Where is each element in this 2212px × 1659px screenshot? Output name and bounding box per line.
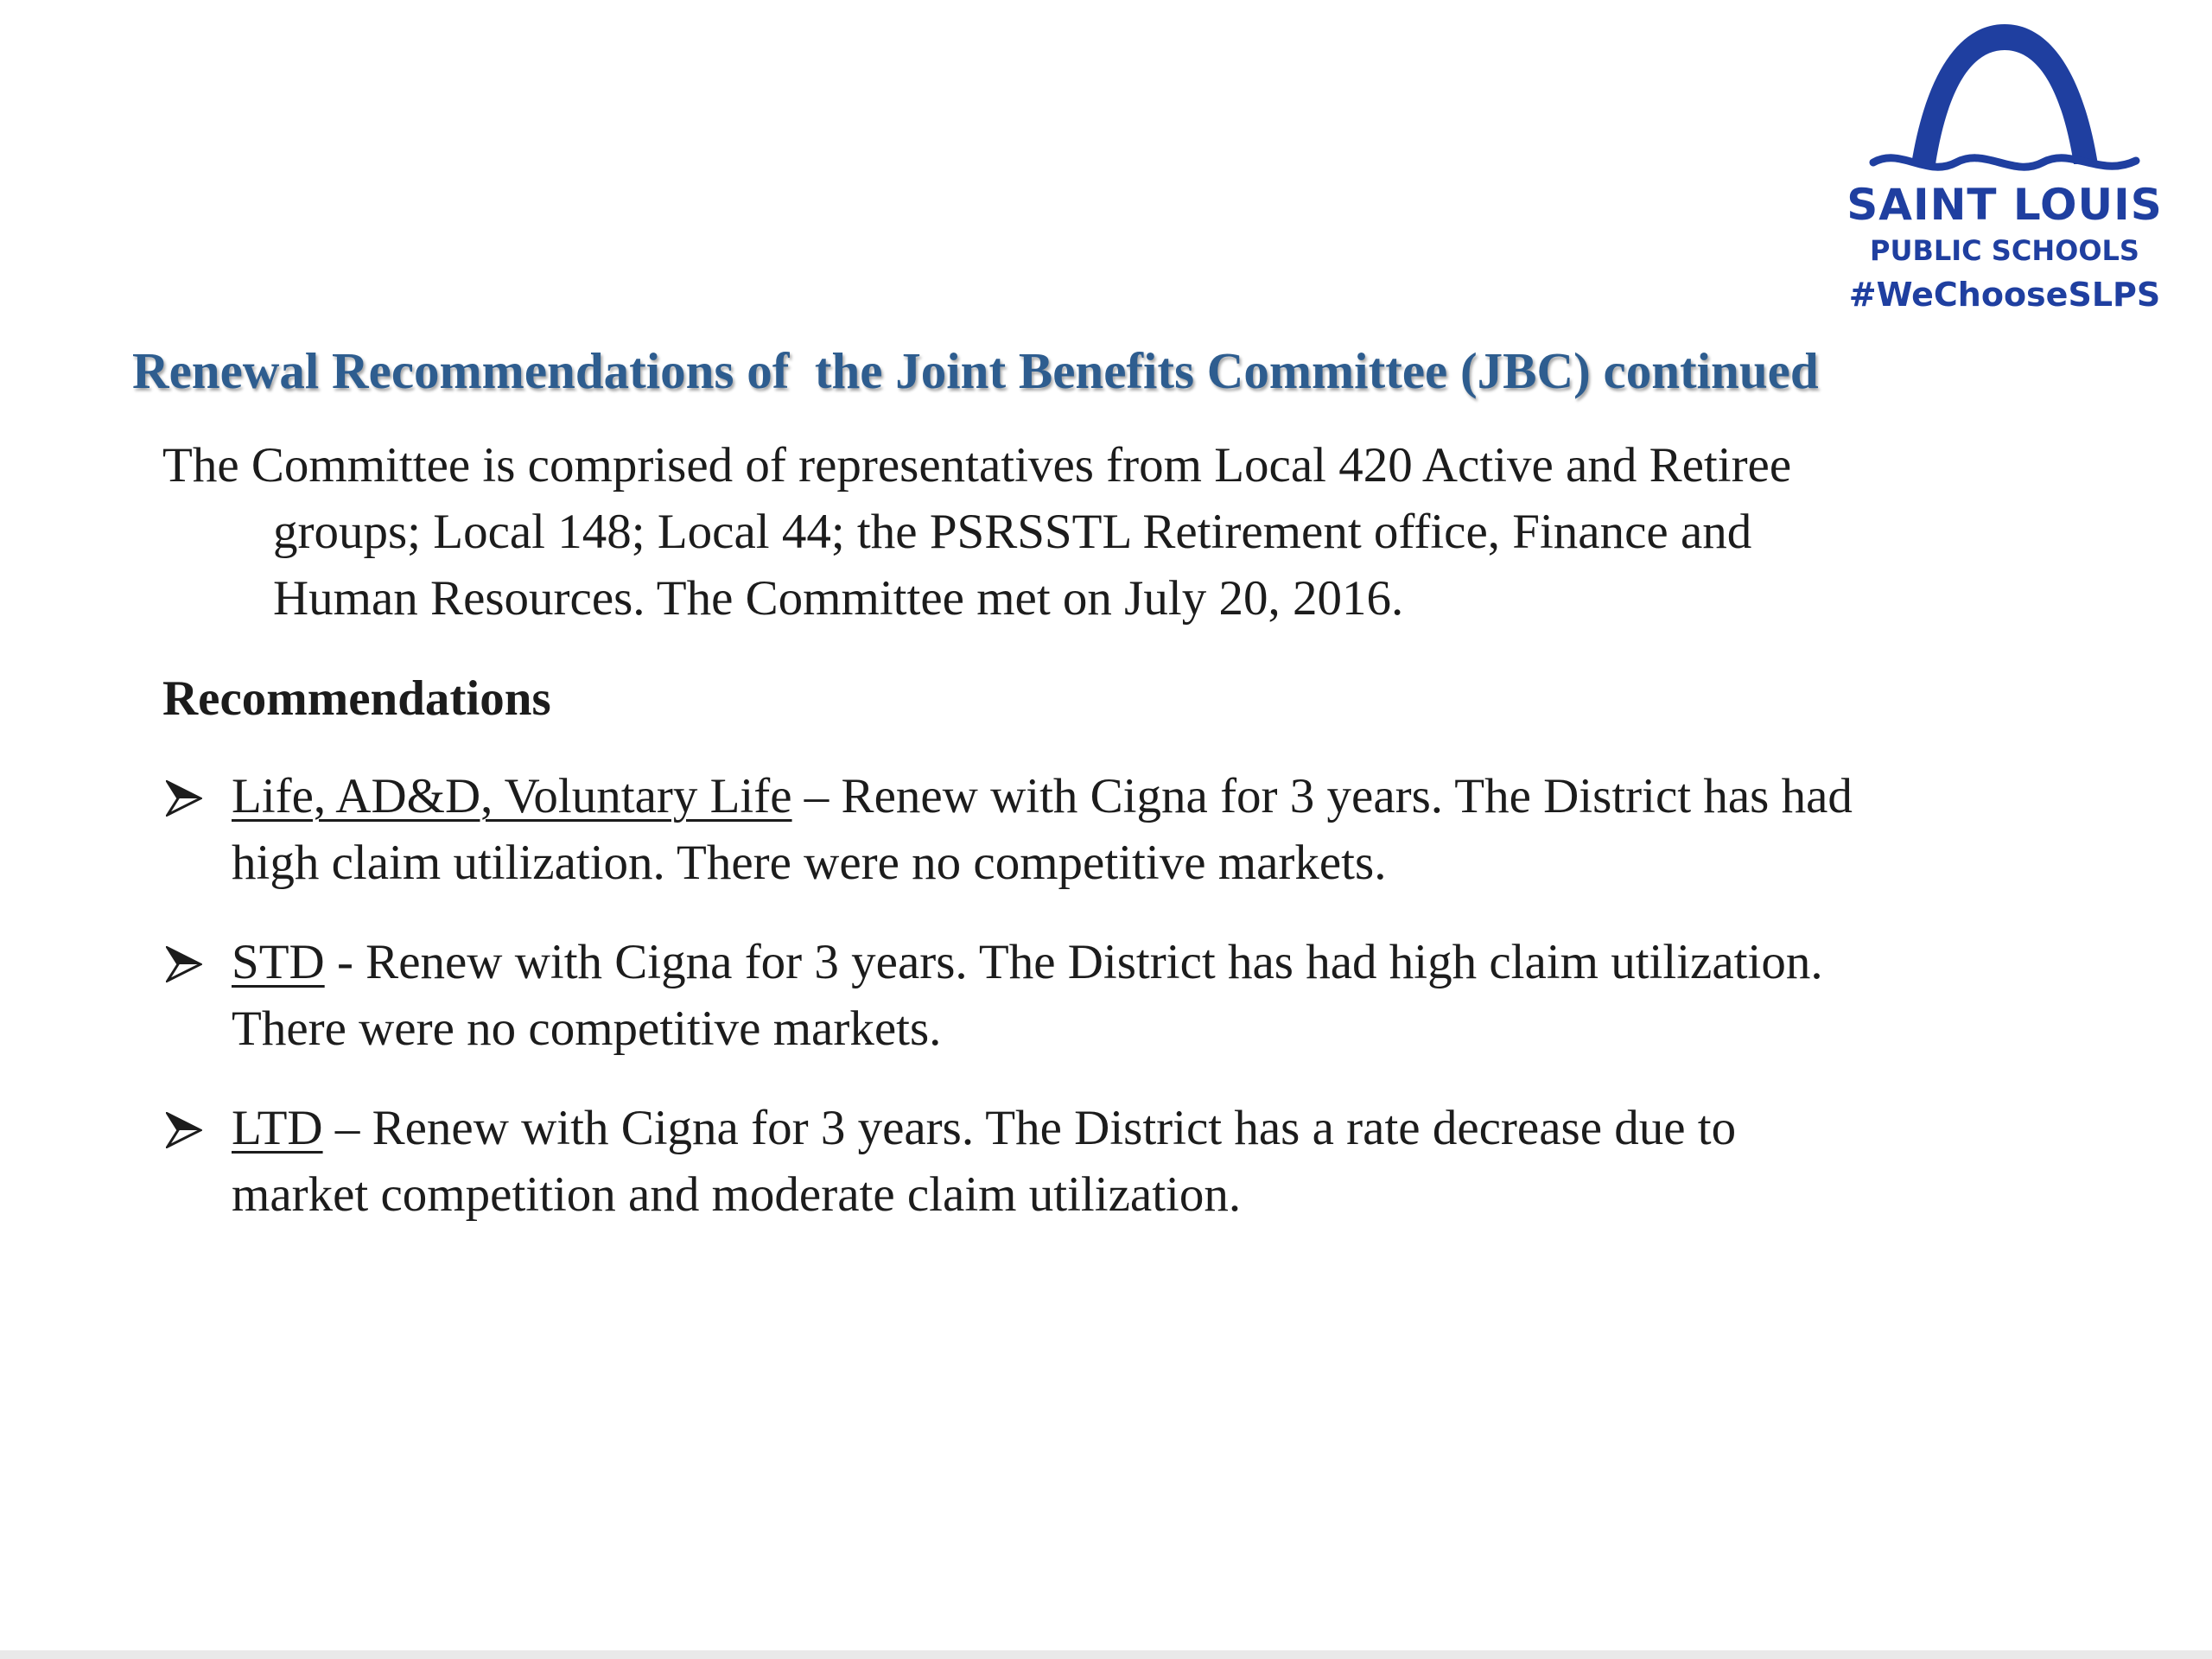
arrowhead-bullet-icon (162, 1095, 206, 1161)
intro-paragraph (162, 432, 2107, 632)
bottom-edge (0, 1650, 2212, 1659)
arrowhead-bullet-icon (162, 929, 206, 995)
benefit-text: – Renew with Cigna for 3 years. The District has a rate decrease due to (322, 1101, 1737, 1155)
gateway-arch-icon (1866, 17, 2143, 199)
list-item (162, 929, 2107, 1062)
benefit-term: LTD (232, 1101, 323, 1155)
benefit-text-continued: high claim utilization. There were no competitive markets. (232, 836, 1387, 890)
logo-text-public-schools: PUBLIC SCHOOLS (1870, 234, 2139, 267)
intro-line-1: The Committee is comprised of representatives from Local 420 Active and Retiree (162, 438, 1792, 493)
list-item (162, 1095, 2107, 1228)
benefit-text-continued: market competition and moderate claim utilization. (232, 1167, 1242, 1222)
benefit-text: - Renew with Cigna for 3 years. The District has had high claim utilization. (324, 935, 1823, 989)
recommendations-list (162, 763, 2107, 1261)
slps-logo (1832, 17, 2177, 320)
logo-hashtag: #WeChooseSLPS (1848, 276, 2161, 314)
benefit-term: Life, AD&D, Voluntary Life (232, 769, 792, 823)
intro-line-2: groups; Local 148; Local 44; the PSRSSTL Retirement office, Finance and (273, 505, 1752, 559)
logo-text-saint-louis: SAINT LOUIS (1847, 180, 2163, 230)
benefit-term: STD (232, 935, 325, 989)
intro-line-3: Human Resources. The Committee met on July 20, 2016. (273, 571, 1404, 626)
list-item (162, 763, 2107, 896)
arrowhead-bullet-icon (162, 763, 206, 830)
recommendations-heading: Recommendations (162, 671, 551, 726)
slide-title: Renewal Recommendations of the Joint Benefits Committee (JBC) continued (132, 342, 1819, 399)
benefit-text: – Renew with Cigna for 3 years. The District has had (791, 769, 1853, 823)
benefit-text-continued: There were no competitive markets. (232, 1001, 942, 1056)
